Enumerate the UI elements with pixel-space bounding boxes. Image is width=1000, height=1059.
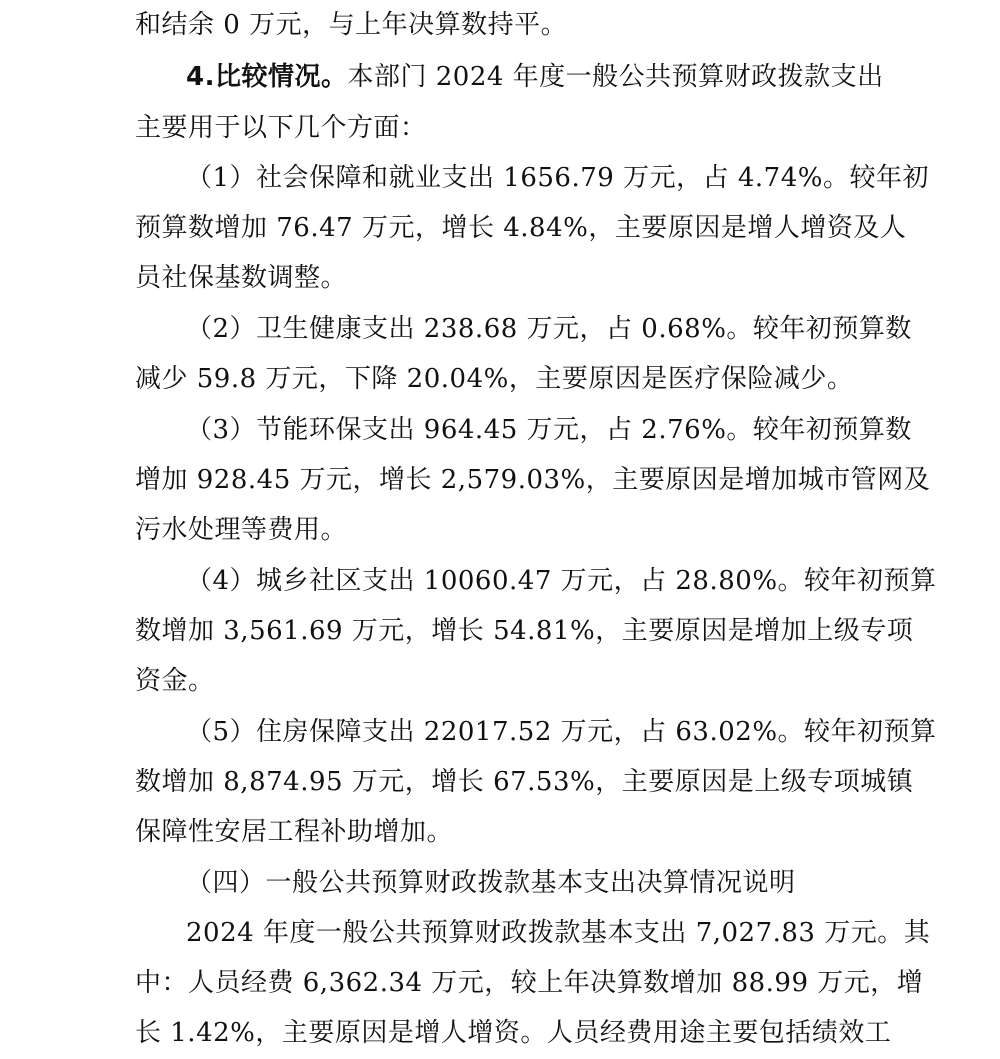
text-line [186, 57, 1000, 97]
text-line: （5）住房保障支出 22017.52 万元，占 63.02%。较年初预算 [186, 717, 937, 747]
text-line: 2024 年度一般公共预算财政拨款基本支出 7,027.83 万元。其 [186, 918, 931, 948]
text-line: 数增加 3,561.69 万元，增长 54.81%，主要原因是增加上级专项 [135, 616, 914, 646]
text-line: 污水处理等费用。 [135, 515, 348, 545]
text-line: 数增加 8,874.95 万元，增长 67.53%，主要原因是上级专项城镇 [135, 767, 914, 797]
subsection-heading: （四）一般公共预算财政拨款基本支出决算情况说明 [186, 868, 796, 898]
text-span: 本部门 2024 年度一般公共预算财政拨款支出 [347, 62, 884, 92]
text-line: （2）卫生健康支出 238.68 万元，占 0.68%。较年初预算数 [186, 314, 912, 344]
text-line: 增加 928.45 万元，增长 2,579.03%，主要原因是增加城市管网及 [135, 465, 931, 495]
section-heading: 4.比较情况。 [186, 62, 348, 92]
text-line: 资金。 [135, 666, 215, 696]
text-line: （3）节能环保支出 964.45 万元，占 2.76%。较年初预算数 [186, 415, 912, 445]
text-line: 保障性安居工程补助增加。 [135, 817, 454, 847]
text-line: 和结余 0 万元，与上年决算数持平。 [135, 10, 568, 40]
text-line: 预算数增加 76.47 万元，增长 4.84%，主要原因是增人增资及人 [135, 213, 907, 243]
text-line: （1）社会保障和就业支出 1656.79 万元，占 4.74%。较年初 [186, 163, 929, 193]
text-line: 长 1.42%，主要原因是增人增资。人员经费用途主要包括绩效工 [135, 1018, 892, 1048]
text-line: 员社保基数调整。 [135, 263, 348, 293]
text-line: 中：人员经费 6,362.34 万元，较上年决算数增加 88.99 万元，增 [135, 968, 924, 998]
text-line: （4）城乡社区支出 10060.47 万元，占 28.80%。较年初预算 [186, 566, 937, 596]
text-line: 减少 59.8 万元，下降 20.04%，主要原因是医疗保险减少。 [135, 364, 854, 394]
text-line: 主要用于以下几个方面： [135, 113, 427, 143]
